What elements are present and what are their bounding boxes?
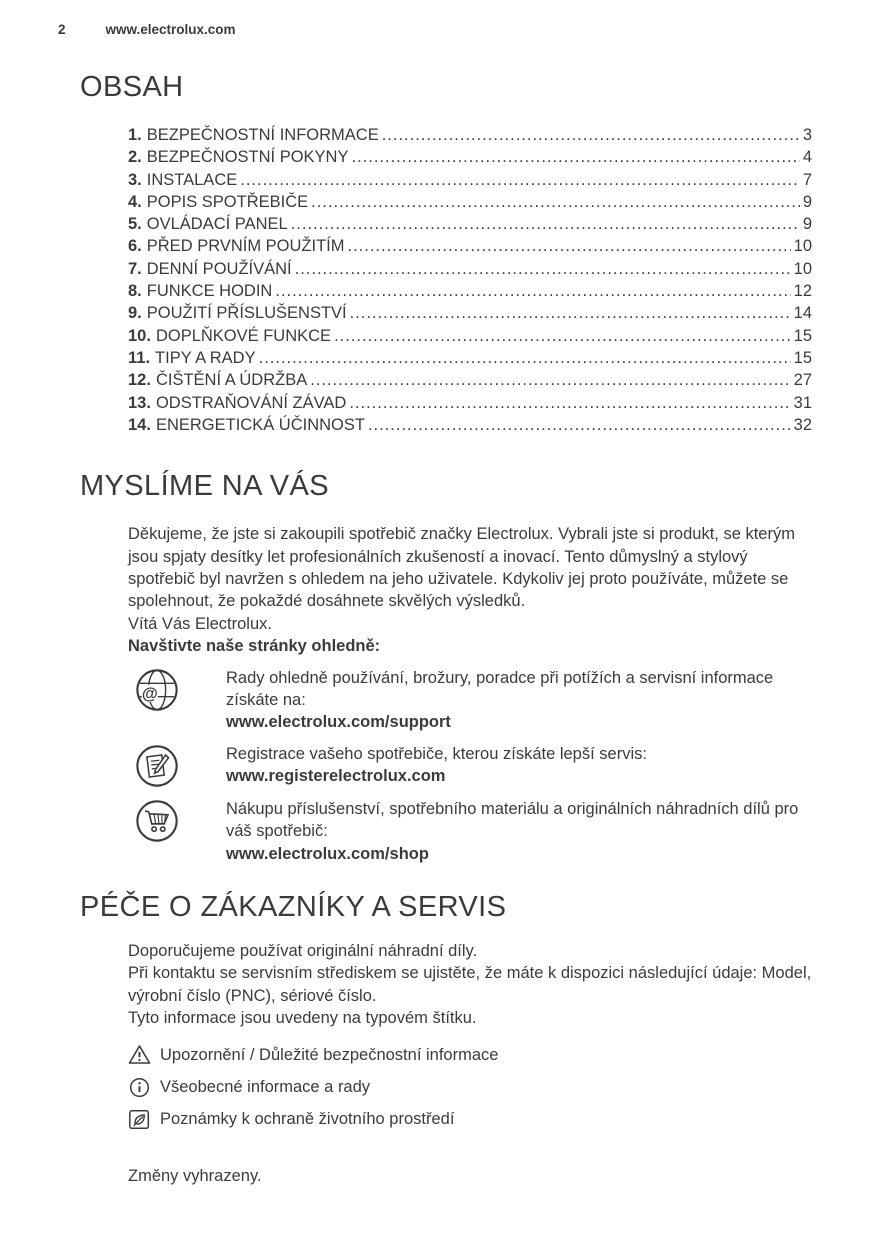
toc-dot-leader [349,392,790,414]
toc-entry-label: POPIS SPOTŘEBIČE [146,192,309,211]
toc-entry-page: 10 [793,237,812,256]
support-globe-icon [134,667,180,713]
toc-entry-label: FUNKCE HODIN [146,282,273,301]
toc-entry [128,146,812,168]
toc-entry-label: DENNÍ POUŽÍVÁNÍ [146,259,292,278]
toc-entry-label: DOPLŇKOVÉ FUNKCE [155,326,332,345]
toc-entry-page: 4 [802,148,812,167]
environment-leaf-icon [128,1109,151,1130]
toc-entry-number: 11. [128,348,151,367]
toc-entry-page: 9 [802,215,812,234]
toc-entry-number: 7. [128,259,142,278]
toc-entry-page: 10 [793,259,812,278]
toc-entry-page: 27 [793,371,812,390]
register-note-icon [134,743,180,789]
toc-entry-label: TIPY A RADY [155,348,256,367]
link-body [226,667,812,734]
toc-entry-number: 14. [128,415,151,434]
link-body [226,798,812,865]
toc-entry-page: 32 [793,415,812,434]
toc-entry-page: 9 [802,192,812,211]
toc-entry-number: 8. [128,282,142,301]
toc-dot-leader [351,146,799,168]
toc-entry-page: 3 [802,126,812,144]
note-list [128,1044,812,1131]
link-description: Registrace vašeho spotřebiče, kterou získáte lepší servis: [226,744,647,763]
toc-entry [128,169,812,191]
link-row [128,743,812,789]
note-row [128,1076,812,1098]
toc-entry [128,392,812,414]
link-list [128,667,812,865]
toc-dot-leader [291,213,800,235]
toc-entry-label: BEZPEČNOSTNÍ INFORMACE [146,126,379,144]
toc-dot-leader [350,302,791,324]
toc-dot-leader [347,235,790,257]
toc-entry-page: 15 [793,326,812,345]
toc-entry-number: 3. [128,170,142,189]
toc-dot-leader [334,325,791,347]
toc-entry-number: 1. [128,126,142,144]
toc-entry-number: 4. [128,192,142,211]
toc-dot-leader [240,169,800,191]
toc-entry-page: 14 [793,304,812,323]
link-description: Nákupu příslušenství, spotřebního materiálu a originálních náhradních dílů pro váš spotřebič: [226,799,799,841]
toc-entry [128,213,812,235]
link-body [226,743,647,788]
care-line: Při kontaktu se servisním střediskem se ujistěte, že máte k dispozici následující údaje: Model, výrobní číslo (PNC), sériové číslo. [128,964,812,1005]
note-row [128,1108,812,1130]
link-url: www.registerelectrolux.com [226,767,446,786]
welcome-line: Vítá Vás Electrolux. [128,614,272,633]
toc-dot-leader [259,347,791,369]
note-text: Upozornění / Důležité bezpečnostní informace [160,1045,499,1064]
toc-entry-number: 10. [128,326,151,345]
toc-entry-number: 12. [128,371,151,390]
toc-entry [128,302,812,324]
toc-entry-number: 6. [128,237,142,256]
toc-entry [128,325,812,347]
toc-entry [128,235,812,257]
link-row [128,667,812,734]
link-description: Rady ohledně používání, brožury, poradce při potížích a servisní informace získáte na: [226,668,774,709]
toc-entry-number: 2. [128,148,142,167]
care-title: PÉČE O ZÁKAZNÍKY A SERVIS [80,891,507,924]
toc-dot-leader [295,258,791,280]
toc-entry-label: ČIŠTĚNÍ A ÚDRŽBA [155,371,308,390]
toc-entry [128,124,812,146]
care-line: Tyto informace jsou uvedeny na typovém štítku. [128,1009,477,1028]
toc-entry [128,347,812,369]
header-site-url: www.electrolux.com [105,22,236,37]
visit-line: Navštivte naše stránky ohledně: [128,637,381,656]
toc-entry [128,258,812,280]
warning-triangle-icon [128,1044,151,1065]
toc-entry [128,280,812,302]
toc-entry [128,414,812,436]
svg-text:@: @ [141,684,158,703]
toc-dot-leader [382,124,800,146]
link-url: www.electrolux.com/support [226,713,451,732]
toc-title: OBSAH [80,71,184,103]
toc-entry-label: OVLÁDACÍ PANEL [146,215,288,234]
toc-dot-leader [310,369,790,391]
link-url: www.electrolux.com/shop [226,844,429,863]
we-think-section [128,523,812,865]
page-number: 2 [58,22,66,37]
intro-paragraph: Děkujeme, že jste si zakoupili spotřebič značky Electrolux. Vybrali jste si produkt, se kterým jsou spjaty desítky let profesionálních zkušeností a inovací. Tento důmyslný a stylový spotřebič byl navržen s ohledem na jeho uživatele. Kdykoliv jej proto používáte, můžete se spolehnout, že pokaždé dosáhnete skvělých výsledků. [128,525,795,611]
toc-dot-leader [368,414,791,436]
care-line: Doporučujeme používat originální náhradní díly. [128,942,478,961]
note-row [128,1044,812,1066]
toc-entry-label: ENERGETICKÁ ÚČINNOST [155,415,365,434]
toc-dot-leader [275,280,790,302]
toc-entry [128,369,812,391]
care-lines [128,940,812,1030]
shop-cart-icon [134,798,180,844]
toc-entry-number: 13. [128,393,151,412]
table-of-contents [128,124,812,436]
toc-entry-number: 5. [128,215,142,234]
link-row [128,798,812,865]
toc-entry [128,191,812,213]
info-circle-icon [128,1077,151,1098]
toc-entry-page: 12 [793,282,812,301]
toc-entry-number: 9. [128,304,142,323]
note-text: Všeobecné informace a rady [160,1078,371,1097]
toc-entry-page: 15 [793,348,812,367]
care-section [128,940,812,1187]
page-header [58,22,812,37]
note-text: Poznámky k ochraně životního prostředí [160,1110,455,1129]
toc-entry-label: BEZPEČNOSTNÍ POKYNY [146,148,349,167]
toc-entry-label: ODSTRAŇOVÁNÍ ZÁVAD [155,393,347,412]
toc-entry-label: POUŽITÍ PŘÍSLUŠENSTVÍ [146,304,347,323]
changes-reserved-line: Změny vyhrazeny. [128,1166,262,1185]
toc-dot-leader [311,191,800,213]
toc-entry-label: PŘED PRVNÍM POUŽITÍM [146,237,345,256]
toc-entry-page: 7 [802,170,812,189]
toc-entry-label: INSTALACE [146,170,238,189]
we-think-title: MYSLÍME NA VÁS [80,470,329,503]
toc-entry-page: 31 [793,393,812,412]
